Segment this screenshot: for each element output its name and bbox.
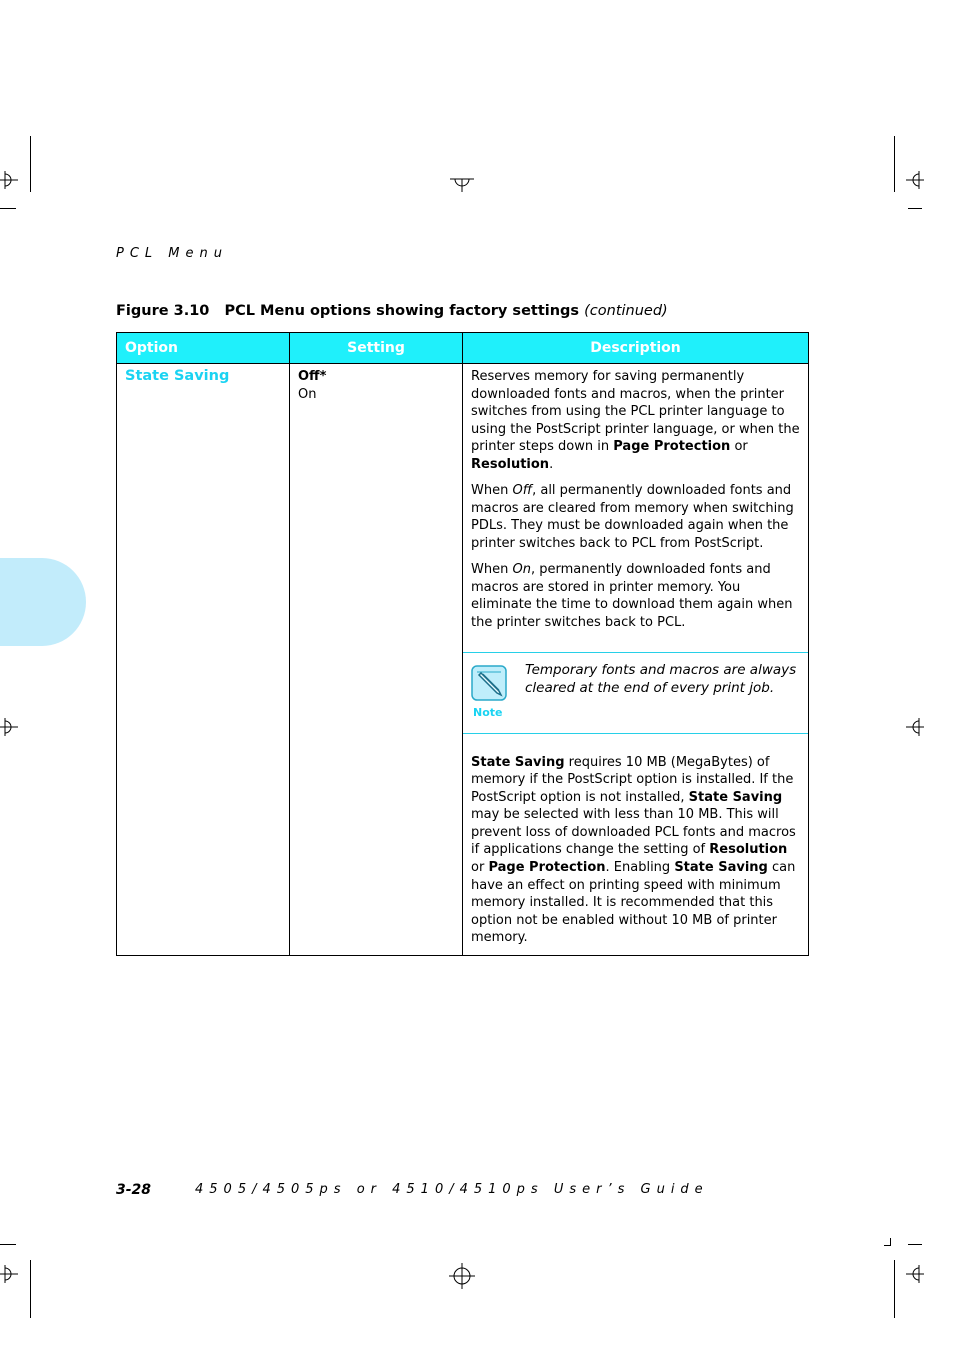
crop-mark [884, 1245, 891, 1246]
running-head: PCL Menu [116, 246, 228, 261]
option-name: State Saving [125, 368, 230, 384]
header-description: Description [463, 333, 809, 364]
figure-title: PCL Menu options showing factory settings [224, 303, 580, 319]
crop-mark [0, 1244, 16, 1245]
crop-mark [908, 1244, 922, 1245]
note-label: Note [473, 705, 503, 719]
header-setting: Setting [290, 333, 463, 364]
note-box [463, 652, 808, 734]
options-table [116, 332, 809, 956]
registration-mark-icon [0, 171, 18, 189]
note-text: Temporary fonts and macros are always cleared at the end of every print job. [525, 661, 797, 696]
crop-mark [894, 136, 895, 192]
crop-mark [30, 1260, 31, 1318]
crop-mark [30, 136, 31, 192]
option-cell [117, 364, 290, 956]
description-paragraph: When Off, all permanently downloaded fonts and macros are cleared from memory when switching PDLs. They must be downloaded again when the printer switches back to PCL from PostScript. [471, 483, 794, 551]
registration-mark-icon [449, 1263, 475, 1289]
description-cell [463, 364, 809, 956]
setting-other: On [298, 386, 317, 402]
figure-caption [116, 303, 668, 319]
chapter-thumb-tab [0, 558, 86, 646]
setting-cell [290, 364, 463, 956]
crop-mark [0, 208, 16, 209]
header-option: Option [117, 333, 290, 364]
pencil-note-icon [471, 665, 507, 701]
table-header-row [117, 333, 809, 364]
registration-mark-icon [906, 718, 924, 736]
description-paragraph: State Saving requires 10 MB (MegaBytes) of memory if the PostScript option is installed. If the PostScript option is not installed, State Saving may be selected with less than 10 MB. This will prevent loss of downloaded PCL fonts and macros if applications change the setting of Resolution or Page Protection. Enabling State Saving can have an effect on printing speed with minimum memory installed. It is recommended that this option not be enabled without 10 MB of printer memory. [471, 754, 796, 946]
registration-mark-icon [450, 176, 468, 194]
description-paragraph: When On, permanently downloaded fonts and macros are stored in printer memory. You eliminate the time to download them again when the printer switches back to PCL. [471, 562, 793, 630]
setting-default: Off* [298, 369, 327, 384]
crop-mark [894, 1260, 895, 1318]
page-number: 3-28 [116, 1182, 152, 1198]
table-row [117, 364, 809, 956]
crop-mark [908, 208, 922, 209]
registration-mark-icon [0, 718, 18, 736]
figure-continued: (continued) [584, 303, 668, 319]
registration-mark-icon [906, 1265, 924, 1283]
figure-number: Figure 3.10 [116, 303, 210, 319]
registration-mark-icon [906, 171, 924, 189]
guide-title: 4505/4505ps or 4510/4510ps User’s Guide [195, 1182, 709, 1197]
registration-mark-icon [0, 1265, 18, 1283]
description-paragraph: Reserves memory for saving permanently downloaded fonts and macros, when the printer switches from using the PCL printer language to using the PostScript printer language, or when the printer steps down in Page Protection or Resolution. [471, 369, 800, 472]
